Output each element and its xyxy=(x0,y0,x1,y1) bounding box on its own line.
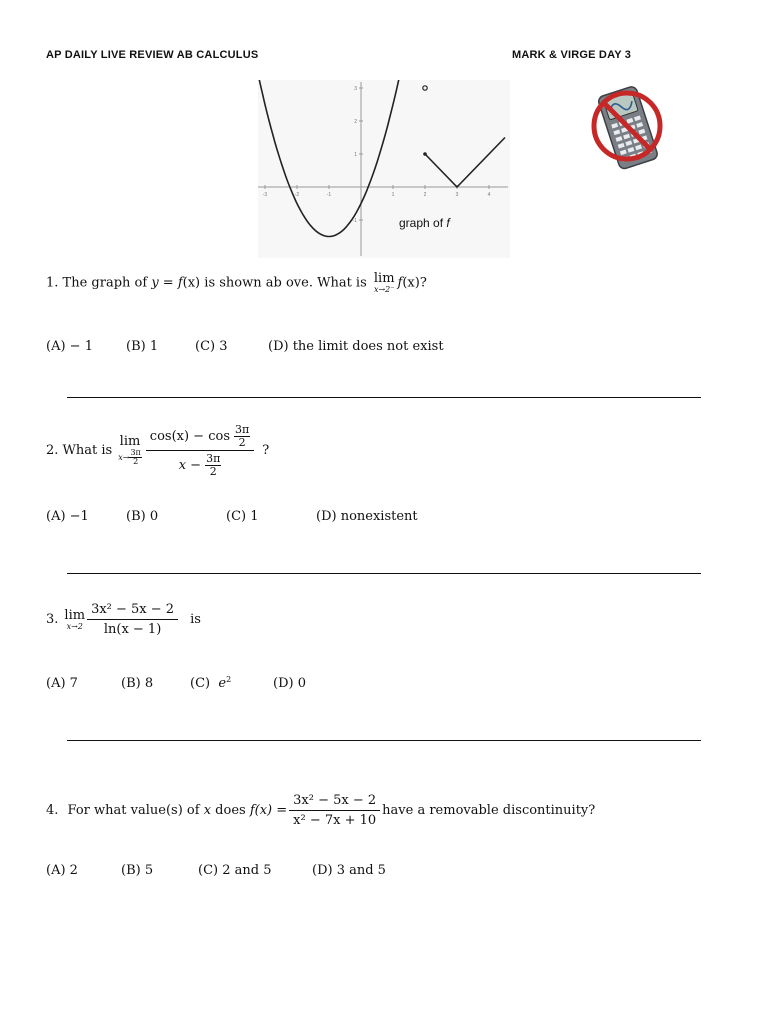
q1-choice-a[interactable]: (A) − 1 xyxy=(46,339,93,354)
q3-choice-c[interactable] xyxy=(190,675,273,691)
q3-choices xyxy=(46,675,306,691)
q2-num-frac-num: 3π xyxy=(235,423,250,436)
q1-limit xyxy=(374,272,395,294)
q1-eq-f: f xyxy=(177,275,183,291)
graph-x-tick-label: -1 xyxy=(326,192,332,198)
no-calculator-icon xyxy=(586,82,668,174)
q4-denominator: x² − 7x + 10 xyxy=(293,813,377,828)
q1-choice-c[interactable]: (C) 3 xyxy=(195,339,228,354)
graph-x-tick-label: 2 xyxy=(423,192,427,198)
q4-choice-c[interactable]: (C) 2 and 5 xyxy=(198,863,272,878)
q2-num-frac-den: 2 xyxy=(238,435,246,449)
q1-number: 1. xyxy=(46,275,59,291)
graph-open-endpoint xyxy=(423,86,427,90)
q2-choice-c[interactable]: (C) 1 xyxy=(226,509,259,524)
graph-y-tick-label: -1 xyxy=(352,218,357,224)
q3-choice-b[interactable]: (B) 8 xyxy=(121,676,154,692)
q4-choice-d[interactable]: (D) 3 and 5 xyxy=(312,863,386,878)
q3-fraction xyxy=(87,602,178,637)
q1-expr-f: f xyxy=(397,275,403,291)
q2-lim-word: lim xyxy=(119,433,141,449)
q1-text-b: is shown ab ove. What is xyxy=(204,275,367,291)
question-1 xyxy=(46,272,427,294)
q1-eq-mid: = xyxy=(158,275,178,291)
q1-choice-d[interactable]: (D) the limit does not exist xyxy=(268,339,444,354)
q4-var-x: x xyxy=(203,803,212,818)
q1-qmark: ? xyxy=(419,275,427,291)
q4-choices xyxy=(46,863,386,878)
svg-text:graph of f xyxy=(399,216,451,230)
graph-func-label: f xyxy=(446,216,450,230)
q3-numerator: 3x² − 5x − 2 xyxy=(87,602,178,620)
q2-choice-a[interactable]: (A) −1 xyxy=(46,509,89,524)
q2-limit xyxy=(118,435,142,467)
question-4 xyxy=(46,793,595,828)
q4-choice-a[interactable]: (A) 2 xyxy=(46,863,78,878)
graph-closed-endpoint xyxy=(423,152,427,156)
q4-number: 4. xyxy=(46,803,59,818)
q2-num-text: cos(x) − cos xyxy=(149,428,230,444)
graph-x-tick-label: -3 xyxy=(262,192,268,198)
q3-choice-a[interactable]: (A) 7 xyxy=(46,676,78,692)
q4-tail: have a removable discontinuity? xyxy=(382,803,596,818)
q2-lim-sub-pre: x→ xyxy=(118,452,130,462)
graph-x-tick-label: 1 xyxy=(391,192,395,198)
q1-lim-sub: x→2⁻ xyxy=(373,285,395,294)
q3-number: 3. xyxy=(46,612,59,627)
q2-lim-sub-num: 3π xyxy=(130,447,141,457)
q2-number: 2. What is xyxy=(46,443,113,459)
header-session: MARK & VIRGE DAY 3 xyxy=(512,49,632,61)
q3-choice-d[interactable]: (D) 0 xyxy=(273,676,306,692)
q4-text-b: does xyxy=(215,803,246,818)
q4-text-a: For what value(s) of xyxy=(67,803,200,818)
q3-denominator: ln(x − 1) xyxy=(103,622,162,637)
q3-choice-c-label: (C) xyxy=(190,676,211,692)
graph-x-tick-label: 3 xyxy=(455,192,459,198)
q1-choices xyxy=(46,339,444,354)
question-3 xyxy=(46,602,201,637)
q3-choice-c-base: e xyxy=(218,676,227,692)
graph-y-tick-label: 1 xyxy=(354,152,357,158)
q3-limit xyxy=(64,609,85,631)
divider-3 xyxy=(67,740,701,741)
divider-1 xyxy=(67,397,701,398)
q2-qmark: ? xyxy=(262,443,270,459)
q1-choice-b[interactable]: (B) 1 xyxy=(126,339,159,354)
graph-x-tick-label: 4 xyxy=(487,192,491,198)
q2-den-frac-den: 2 xyxy=(209,464,217,478)
question-2 xyxy=(46,424,269,477)
q4-numerator: 3x² − 5x − 2 xyxy=(289,793,380,811)
q4-choice-b[interactable]: (B) 5 xyxy=(121,863,154,878)
q2-choice-b[interactable]: (B) 0 xyxy=(126,509,159,524)
q3-lim-word: lim xyxy=(64,607,86,623)
q1-expr-x: (x) xyxy=(402,275,420,291)
q1-text-a: The graph of xyxy=(62,275,148,291)
q2-choices xyxy=(46,509,418,524)
q2-fraction xyxy=(146,424,254,477)
graph-y-tick-label: 3 xyxy=(354,86,357,92)
q1-eq-x: (x) xyxy=(182,275,201,291)
graph-x-tick-label: -2 xyxy=(294,192,300,198)
q4-func-lhs: f(x) = xyxy=(249,803,288,818)
graph-label: graph of xyxy=(399,216,444,230)
q4-fraction xyxy=(289,793,380,828)
q3-lim-sub: x→2 xyxy=(66,621,83,631)
divider-2 xyxy=(67,573,701,574)
graph-y-tick-label: 2 xyxy=(354,119,357,125)
header-title: AP DAILY LIVE REVIEW AB CALCULUS xyxy=(46,49,259,61)
q2-choice-d[interactable]: (D) nonexistent xyxy=(316,509,418,524)
q2-den-text: x − xyxy=(178,457,202,473)
q2-lim-sub-den: 2 xyxy=(133,457,139,467)
q2-den-frac-num: 3π xyxy=(206,452,221,466)
q1-eq-y: y xyxy=(151,275,159,291)
q3-choice-c-exp: 2 xyxy=(226,675,232,684)
function-graph xyxy=(258,80,510,258)
q3-tail: is xyxy=(190,612,201,627)
q1-lim-word: lim xyxy=(373,271,395,286)
